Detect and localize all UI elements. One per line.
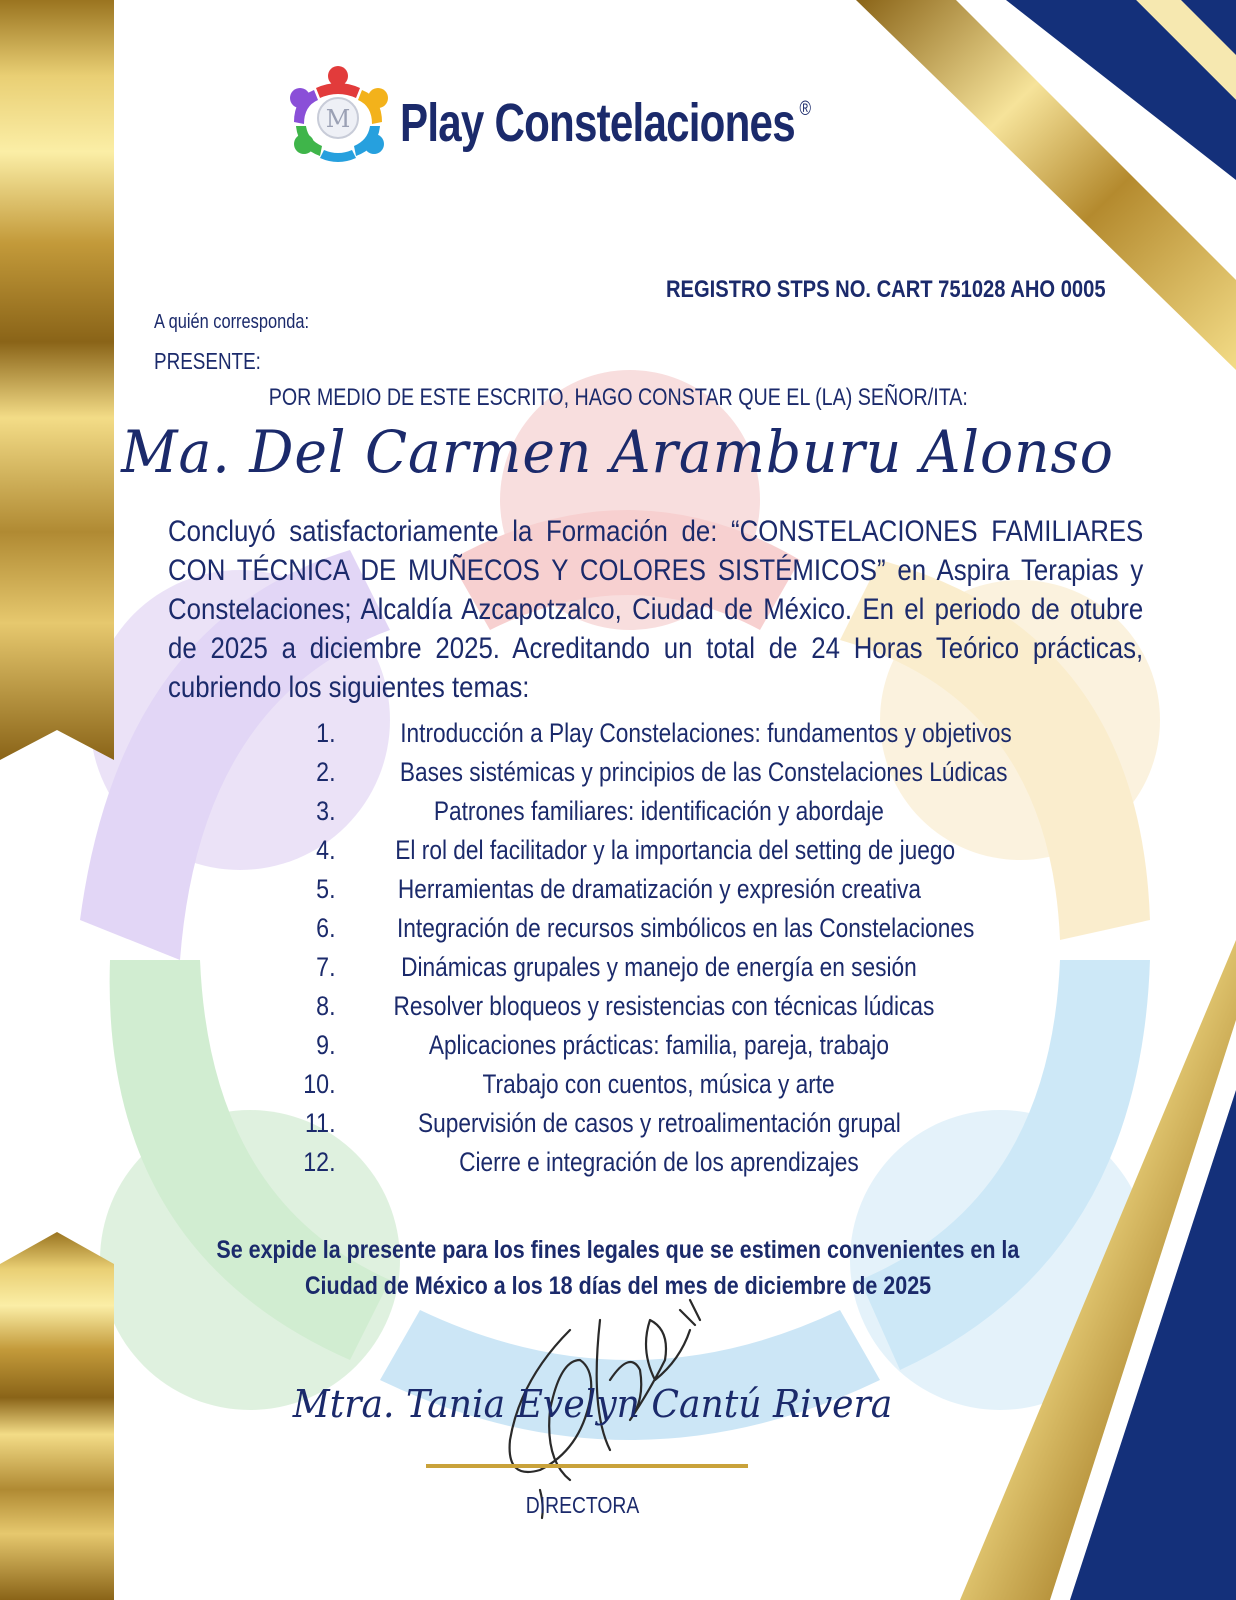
topic-item: 1. Introducción a Play Constelaciones: fundamentos y objetivos [316, 718, 1012, 748]
topic-item: 9. Aplicaciones prácticas: familia, pareja, trabajo [316, 1030, 890, 1060]
topic-item: 4. El rol del facilitador y la importancia del setting de juego [316, 835, 956, 865]
signer-role: DIRECTORA [526, 1492, 640, 1518]
topic-item: 7. Dinámicas grupales y manejo de energía en sesión [316, 952, 917, 982]
topic-item: 10. Trabajo con cuentos, música y arte [303, 1069, 836, 1099]
topic-item: 3. Patrones familiares: identificación y abordaje [316, 796, 885, 826]
closing-line-1: Se expide la presente para los fines legales que se estimen convenientes en la [216, 1236, 1020, 1264]
left-gold-ribbon [0, 0, 114, 1600]
topic-item: 12. Cierre e integración de los aprendizajes [303, 1147, 859, 1177]
topic-item: 6. Integración de recursos simbólicos en las Constelaciones [316, 913, 975, 943]
salutation-a-quien: A quién corresponda: [154, 311, 310, 333]
topic-item: 11. Supervisión de casos y retroalimentación grupal [305, 1108, 901, 1138]
topic-item: 5. Herramientas de dramatización y expresión creativa [316, 874, 921, 904]
registered-mark: ® [799, 98, 811, 120]
intro-statement: POR MEDIO DE ESTE ESCRITO, HAGO CONSTAR QUE EL (LA) SEÑOR/ITA: [268, 384, 968, 411]
brand-logo-icon [286, 64, 390, 168]
registro-stps: REGISTRO STPS NO. CART 751028 AHO 0005 [666, 276, 1106, 303]
topic-item: 2. Bases sistémicas y principios de las Constelaciones Lúdicas [316, 757, 1008, 787]
closing-line-2: Ciudad de México a los 18 días del mes de diciembre de 2025 [304, 1272, 932, 1300]
topic-item: 8. Resolver bloqueos y resistencias con técnicas lúdicas [316, 991, 935, 1021]
signer-name: Mtra. Tania Evelyn Cantú Rivera [293, 1382, 893, 1426]
salutation-presente: PRESENTE: [154, 348, 261, 374]
recipient-name: Ma. Del Carmen Aramburu Alonso [121, 418, 1115, 486]
certificate-body: Concluyó satisfactoriamente la Formación de: “CONSTELACIONES FAMILIARES CON TÉCNICA DE MUÑECOS Y COLORES SISTÉMICOS” en Aspira Terapias y Constelaciones; Alcaldía Azcapotzalco, Ciudad de México. En el periodo de otubre de 2025 a diciembre 2025. Acreditando un total de 24 Horas Teórico prácticas, cubriendo los siguientes temas: [168, 515, 1144, 704]
brand-name: Play Constelaciones ® [400, 93, 811, 153]
logo-letter: M [325, 105, 351, 133]
top-right-corner-decoration [836, 0, 1236, 400]
signature-line [426, 1464, 748, 1468]
